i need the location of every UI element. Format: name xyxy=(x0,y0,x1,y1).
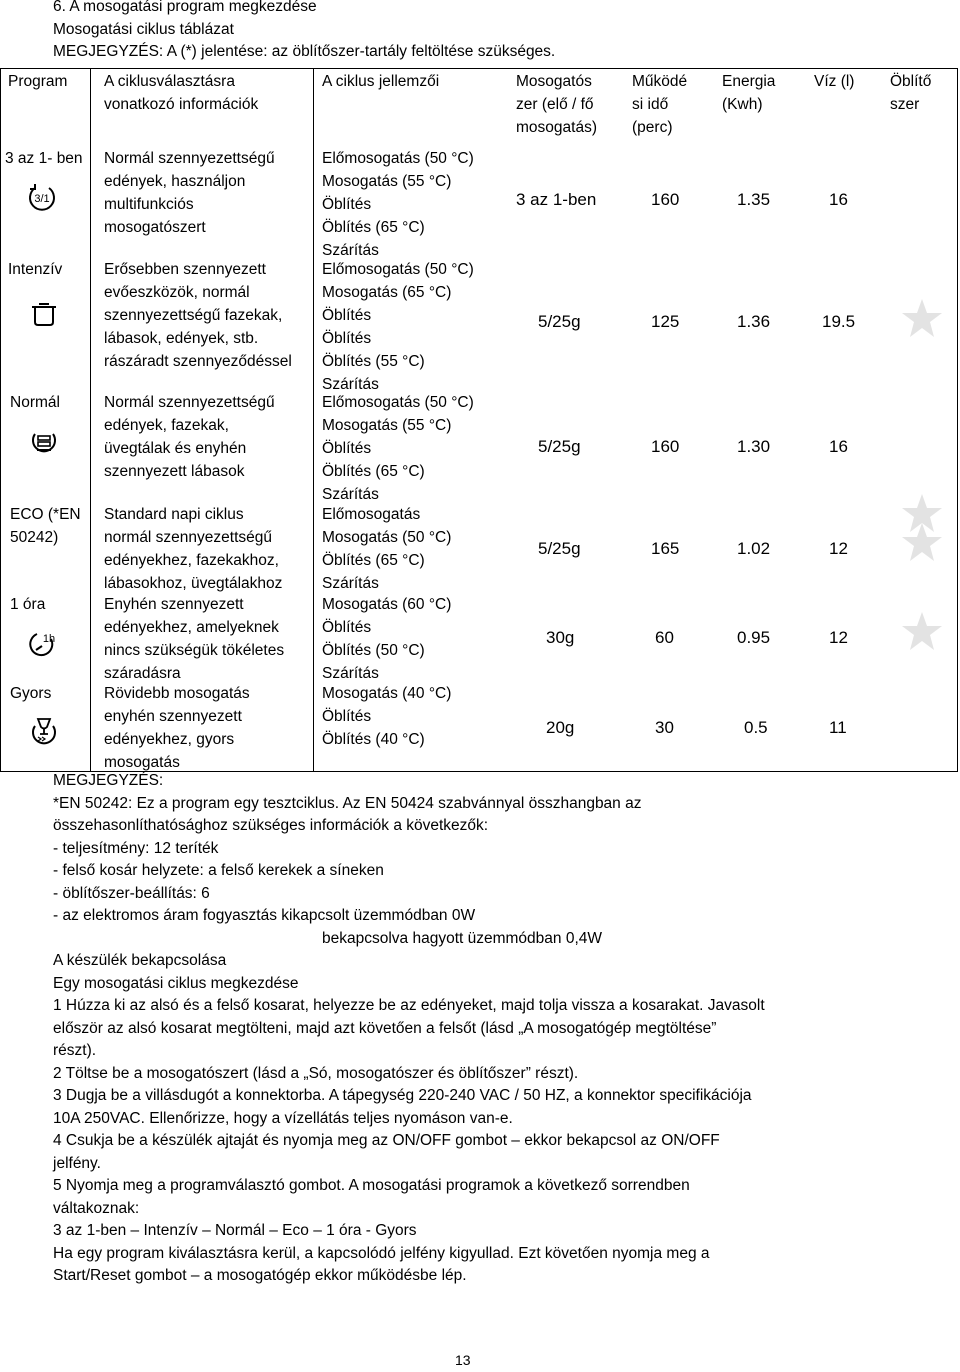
program-info-line: edények, fazekak, xyxy=(104,417,229,434)
wash-cycle-table xyxy=(0,68,958,772)
program-name: ECO (*EN xyxy=(10,506,81,523)
program-info-line: lábasok, edények, stb. xyxy=(104,330,259,347)
col-header-detergent: mosogatás) xyxy=(516,119,597,136)
table-caption: Mosogatási ciklus táblázat xyxy=(53,20,234,38)
cycle-step: Öblítés (55 °C) xyxy=(322,353,425,370)
cycle-step: Öblítés xyxy=(322,307,372,324)
cycle-step: Szárítás xyxy=(322,242,379,259)
col-header-energy: (Kwh) xyxy=(722,96,763,113)
water-value: 11 xyxy=(829,718,847,737)
cycle-step: Öblítés (65 °C) xyxy=(322,463,425,480)
notes-line: MEGJEGYZÉS: xyxy=(53,772,164,789)
notes-line: részt). xyxy=(53,1042,97,1059)
cycle-step: Előmosogatás (50 °C) xyxy=(322,261,474,278)
notes-line: bekapcsolva hagyott üzemmódban 0,4W xyxy=(322,929,603,947)
notes-line: - az elektromos áram fogyasztás kikapcsolt üzemmódban 0W xyxy=(53,907,476,924)
energy-value: 0.5 xyxy=(744,718,768,737)
notes-line: 1 Húzza ki az alsó és a felső kosarat, helyezze be az edényeket, majd tolja vissza a kosarakat. Javasolt xyxy=(53,997,765,1014)
program-info-line: mosogatás xyxy=(104,754,180,771)
notes-line: 3 az 1-ben – Intenzív – Normál – Eco – 1 óra - Gyors xyxy=(53,1222,417,1239)
notes-line: Ha egy program kiválasztásra kerül, a kapcsolódó jelfény kigyullad. Ezt követően nyomja meg a xyxy=(53,1244,710,1262)
detergent-value: 30g xyxy=(546,628,575,647)
table-border-right xyxy=(957,68,958,772)
energy-value: 1.02 xyxy=(737,539,771,558)
program-info-line: üvegtálak és enyhén xyxy=(104,440,247,457)
notes-line: - öblítőszer-beállítás: 6 xyxy=(53,884,210,902)
program-info-line: edényekhez, fazekakhoz, xyxy=(104,552,279,569)
cycle-step: Előmosogatás xyxy=(322,506,421,523)
header-note: MEGJEGYZÉS: A (*) jelentése: az öblítőszer-tartály feltöltése szükséges. xyxy=(53,43,556,60)
program-info-line: edényekhez, amelyeknek xyxy=(104,619,279,636)
one-hour-icon xyxy=(27,629,57,659)
program-name: Gyors xyxy=(10,685,52,702)
notes-line: összehasonlíthatósághoz szükséges információk a következők: xyxy=(53,817,489,834)
detergent-value: 5/25g xyxy=(538,539,581,558)
notes-line: Egy mosogatási ciklus megkezdése xyxy=(53,974,299,992)
cycle-step: Öblítés xyxy=(322,440,372,457)
cycle-step: Öblítés (50 °C) xyxy=(322,642,425,659)
energy-value: 0.95 xyxy=(737,628,771,647)
page-number: 13 xyxy=(455,1352,471,1368)
notes-line: 5 Nyomja meg a programválasztó gombot. A mosogatási programok a következő sorrendben xyxy=(53,1177,690,1194)
cycle-step: Öblítés xyxy=(322,708,372,725)
table-border-left xyxy=(0,68,1,772)
energy-value: 1.36 xyxy=(737,312,771,331)
program-info-line: szennyezett lábasok xyxy=(104,463,245,480)
page-header xyxy=(53,0,555,64)
cycle-step: Öblítés xyxy=(322,330,372,347)
cycle-step: Öblítés (65 °C) xyxy=(322,552,425,569)
cycle-step: Öblítés xyxy=(322,196,372,213)
program-info-line: Rövidebb mosogatás xyxy=(104,685,250,702)
notes-line: váltakoznak: xyxy=(53,1199,140,1217)
notes-line: Start/Reset gombot – a mosogatógép ekkor működésbe lép. xyxy=(53,1267,467,1284)
notes-section xyxy=(53,770,933,1288)
program-info-line: mosogatószert xyxy=(104,219,206,236)
program-name: 3 az 1- ben xyxy=(5,150,83,167)
rinse-aid-star-icon xyxy=(900,297,944,341)
col-header-energy: Energia xyxy=(722,73,776,90)
cycle-step: Öblítés (65 °C) xyxy=(322,219,425,236)
col-header-detergent: zer (elő / fő xyxy=(516,96,594,113)
program-info-line: enyhén szennyezett xyxy=(104,708,242,725)
notes-line: 2 Töltse be a mosogatószert (lásd a „Só, mosogatószer és öblítőszer” részt). xyxy=(53,1064,579,1082)
col-header-runtime: Működé xyxy=(632,73,688,90)
cycle-step: Szárítás xyxy=(322,575,379,592)
rinse-aid-star-icon xyxy=(900,521,944,565)
cycle-step: Mosogatás (50 °C) xyxy=(322,529,452,546)
cycle-step: Öblítés (40 °C) xyxy=(322,731,425,748)
program-info-line: edényekhez, gyors xyxy=(104,731,235,748)
table-border-top xyxy=(0,68,958,69)
col-header-detergent: Mosogatós xyxy=(516,73,592,90)
program-info-line: nincs szükségük tökéletes xyxy=(104,642,285,659)
notes-line: jelfény. xyxy=(53,1154,101,1172)
notes-line: 4 Csukja be a készülék ajtaját és nyomja meg az ON/OFF gombot – ekkor bekapcsol az ON/OFF xyxy=(53,1132,720,1149)
program-info-line: evőeszközök, normál xyxy=(104,284,250,301)
cycle-step: Mosogatás (65 °C) xyxy=(322,284,452,301)
cycle-step: Szárítás xyxy=(322,665,379,682)
runtime-value: 160 xyxy=(651,437,680,456)
col-header-rinse-aid: szer xyxy=(890,96,920,113)
cycle-step: Előmosogatás (50 °C) xyxy=(322,150,474,167)
cycle-step: Szárítás xyxy=(322,486,379,503)
program-info-line: száradásra xyxy=(104,665,181,682)
water-value: 12 xyxy=(829,628,848,647)
program-info-line: Enyhén szennyezett xyxy=(104,596,244,613)
notes-line: - felső kosár helyzete: a felső kerekek a síneken xyxy=(53,862,384,879)
quick-glass-icon xyxy=(29,716,59,746)
normal-dishes-icon xyxy=(29,428,59,458)
notes-line: 10A 250VAC. Ellenőrizze, hogy a vízellátás teljes nyomáson van-e. xyxy=(53,1109,513,1127)
energy-value: 1.35 xyxy=(737,190,771,209)
col-header-cycle: A ciklus jellemzői xyxy=(322,73,440,90)
detergent-value: 5/25g xyxy=(538,437,581,456)
cycle-step: Előmosogatás (50 °C) xyxy=(322,394,474,411)
program-info-line: Normál szennyezettségű xyxy=(104,394,275,411)
runtime-value: 125 xyxy=(651,312,680,331)
program-name: 50242) xyxy=(10,529,59,546)
runtime-value: 60 xyxy=(655,628,674,647)
cycle-step: Mosogatás (40 °C) xyxy=(322,685,452,702)
col-header-info: A ciklusválasztásra xyxy=(104,73,235,90)
column-divider xyxy=(313,68,314,772)
program-info-line: normál szennyezettségű xyxy=(104,529,273,546)
energy-value: 1.30 xyxy=(737,437,771,456)
detergent-value: 5/25g xyxy=(538,312,581,331)
notes-line: először az alsó kosarat megtölteni, majd azt követően a felsőt (lásd „A mosogatógép megtöltése” xyxy=(53,1019,717,1037)
water-value: 12 xyxy=(829,539,848,558)
notes-line: - teljesítmény: 12 teríték xyxy=(53,839,219,857)
one-hour-icon-text: 1h xyxy=(42,633,56,645)
cycle-step: Mosogatás (60 °C) xyxy=(322,596,452,613)
program-name: 1 óra xyxy=(10,596,46,613)
cycle-step: Mosogatás (55 °C) xyxy=(322,173,452,190)
detergent-value: 20g xyxy=(546,718,575,737)
intensive-pot-icon xyxy=(29,298,59,328)
col-header-rinse-aid: Öblítő xyxy=(890,73,932,90)
cycle-step: Öblítés xyxy=(322,619,372,636)
three-in-one-icon-text: 3/1 xyxy=(34,193,50,205)
col-header-program: Program xyxy=(8,73,68,90)
section-title: 6. A mosogatási program megkezdése xyxy=(53,0,317,15)
cycle-step: Szárítás xyxy=(322,376,379,393)
runtime-value: 30 xyxy=(655,718,674,737)
three-in-one-icon xyxy=(27,182,57,212)
col-header-runtime: (perc) xyxy=(632,119,673,136)
program-info-line: edények, használjon xyxy=(104,173,246,190)
program-info-line: Normál szennyezettségű xyxy=(104,150,275,167)
col-header-water: Víz (l) xyxy=(814,73,855,90)
water-value: 16 xyxy=(829,190,848,209)
runtime-value: 165 xyxy=(651,539,680,558)
col-header-info: vonatkozó információk xyxy=(104,96,259,113)
rinse-aid-star-icon xyxy=(900,610,944,654)
program-name: Normál xyxy=(10,394,60,411)
program-info-line: rászáradt szennyeződéssel xyxy=(104,353,292,370)
program-info-line: multifunkciós xyxy=(104,196,194,213)
program-info-line: Erősebben szennyezett xyxy=(104,261,266,278)
notes-line: *EN 50242: Ez a program egy tesztciklus. Az EN 50424 szabvánnyal összhangban az xyxy=(53,794,642,812)
runtime-value: 160 xyxy=(651,190,680,209)
program-name: Intenzív xyxy=(8,261,63,278)
col-header-runtime: si idő xyxy=(632,96,669,113)
notes-line: 3 Dugja be a villásdugót a konnektorba. A tápegység 220-240 VAC / 50 HZ, a konnektor specifikációja xyxy=(53,1087,752,1104)
program-info-line: lábasokhoz, üvegtálakhoz xyxy=(104,575,283,592)
program-info-line: szennyezettségű fazekak, xyxy=(104,307,283,324)
water-value: 19.5 xyxy=(822,312,856,331)
program-info-line: Standard napi ciklus xyxy=(104,506,244,523)
column-divider xyxy=(90,68,91,772)
detergent-value: 3 az 1-ben xyxy=(516,190,597,209)
notes-line: A készülék bekapcsolása xyxy=(53,952,227,969)
cycle-step: Mosogatás (55 °C) xyxy=(322,417,452,434)
water-value: 16 xyxy=(829,437,848,456)
